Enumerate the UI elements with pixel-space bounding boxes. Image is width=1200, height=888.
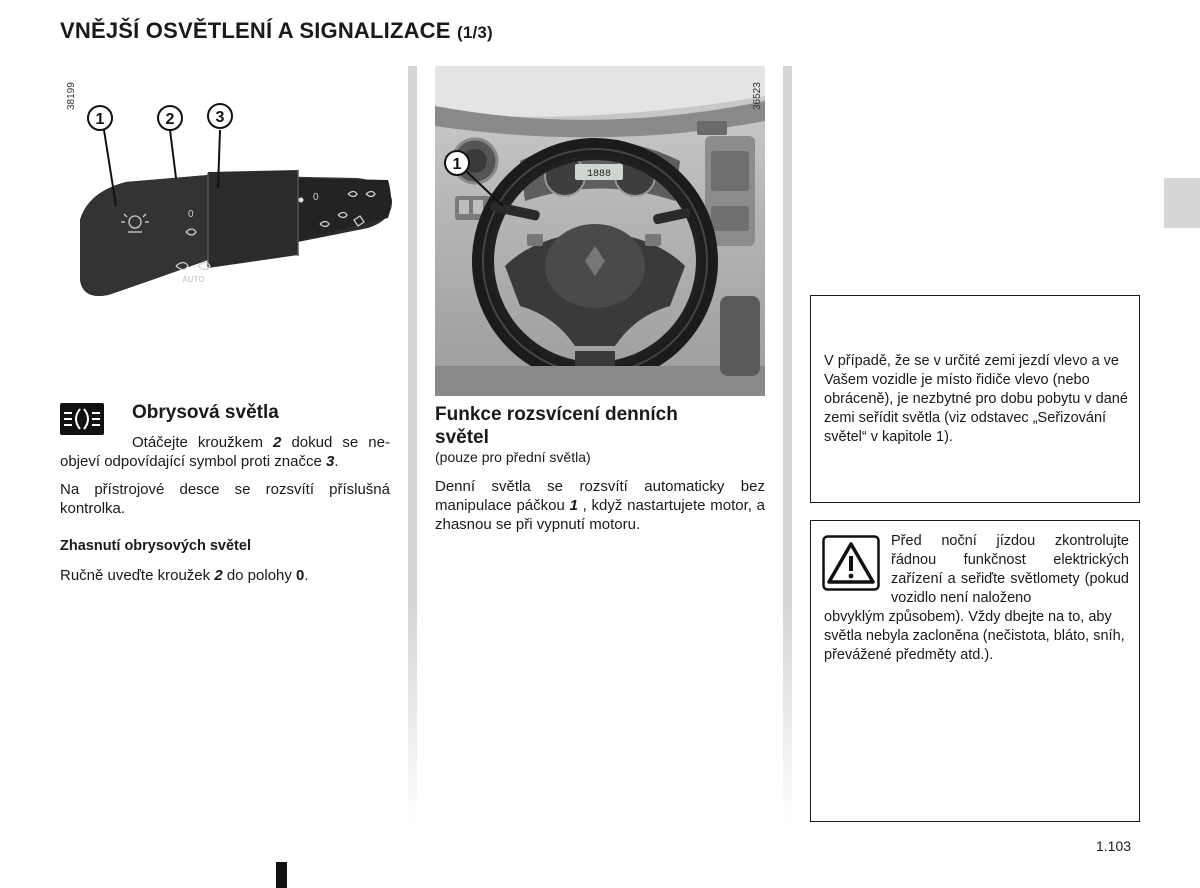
chapter-side-tab	[1164, 178, 1200, 228]
page-number: 1.103	[1096, 838, 1132, 854]
info-box-text: V případě, že se v určité zemi jezdí vlevo a ve Vašem vozidle je místo řidiče vlevo (nebo obráceně), je nezbytné pro dobu pobytu v dané zemi seřídit světla (viz odstavec „Seřizování světel“ v kapitole 1).	[824, 353, 1128, 445]
col2-p1-c: , když nastartujete motor, a zhasnou se při vypnutí motoru.	[435, 497, 765, 533]
heading-line-2: světel	[435, 427, 489, 448]
lighting-stalk-drawing	[58, 70, 403, 320]
daytime-lights-note: (pouze pro přední světla)	[435, 449, 591, 465]
lighting-stalk-figure	[58, 70, 403, 320]
heading-line-1: Funkce rozsvícení denních	[435, 404, 678, 425]
paragraph-daytime-lights	[435, 477, 765, 534]
page-edge-marker	[276, 862, 287, 888]
paragraph-dashboard-indicator: Na přístrojové desce se rozsvítí příslušná kontrolka.	[60, 481, 390, 517]
section-heading-parking-lights: Obrysová světla	[132, 402, 279, 423]
dashboard-photo-drawing	[435, 66, 765, 396]
cluster-display: 1888	[586, 169, 612, 180]
warning-text-full: obvyklým způsobem). Vždy dbejte na to, aby světla nebyla zacloněna (nečistota, bláto, sníh, převážené předměty atd.).	[824, 609, 1125, 663]
dash-figure-ref-number: 36523	[752, 82, 763, 110]
paragraph-parking-lights	[60, 433, 390, 471]
p3-c: do polohy	[222, 567, 297, 584]
subheading-switch-off: Zhasnutí obrysových světel	[60, 538, 251, 554]
p1-ring-ref: 2	[273, 434, 282, 451]
page-title-suffix: (1/3)	[456, 23, 493, 42]
ring2-zero-label: 0	[188, 209, 194, 220]
callout-1: 1	[95, 111, 105, 128]
warning-text-indented: Před noční jízdou zkontrolujte řádnou funkčnost elektrických zařízení a seřiďte světlomety (pokud vozidlo není naloženo	[891, 533, 1129, 606]
p3-ring-ref: 2	[214, 567, 223, 584]
p1-e: .	[334, 453, 339, 470]
info-box	[810, 295, 1140, 503]
p3-e: .	[304, 567, 309, 584]
figure-ref-number: 38199	[66, 82, 77, 110]
p3-position: 0	[296, 567, 305, 584]
section-heading-daytime-lights	[435, 403, 678, 449]
auto-label: AUTO	[182, 275, 205, 284]
parking-light-icon	[60, 403, 104, 435]
column-divider-1	[408, 66, 417, 826]
p3-a: Ručně uveďte kroužek	[60, 567, 215, 584]
p1-c: dokud se ne-objeví odpovídající symbol proti značce	[60, 434, 390, 470]
warning-box	[810, 520, 1140, 822]
dashboard-figure	[435, 66, 765, 396]
warning-triangle-icon	[822, 535, 880, 591]
page-title	[60, 18, 493, 44]
paragraph-switch-off	[60, 566, 390, 585]
p1-a: Otáčejte kroužkem	[132, 434, 274, 451]
ring3-zero-label: 0	[313, 192, 319, 203]
col2-p1-a: Denní světla se rozsvítí automaticky bez manipulace páčkou	[435, 478, 765, 514]
page-title-text: VNĚJŠÍ OSVĚTLENÍ A SIGNALIZACE	[60, 18, 451, 43]
col2-p1-lever-ref: 1	[569, 497, 578, 514]
p1-mark-ref: 3	[325, 453, 335, 470]
callout-2: 2	[165, 111, 175, 128]
dash-callout-1: 1	[452, 156, 462, 173]
column-divider-2	[783, 66, 792, 826]
callout-3: 3	[215, 109, 225, 126]
